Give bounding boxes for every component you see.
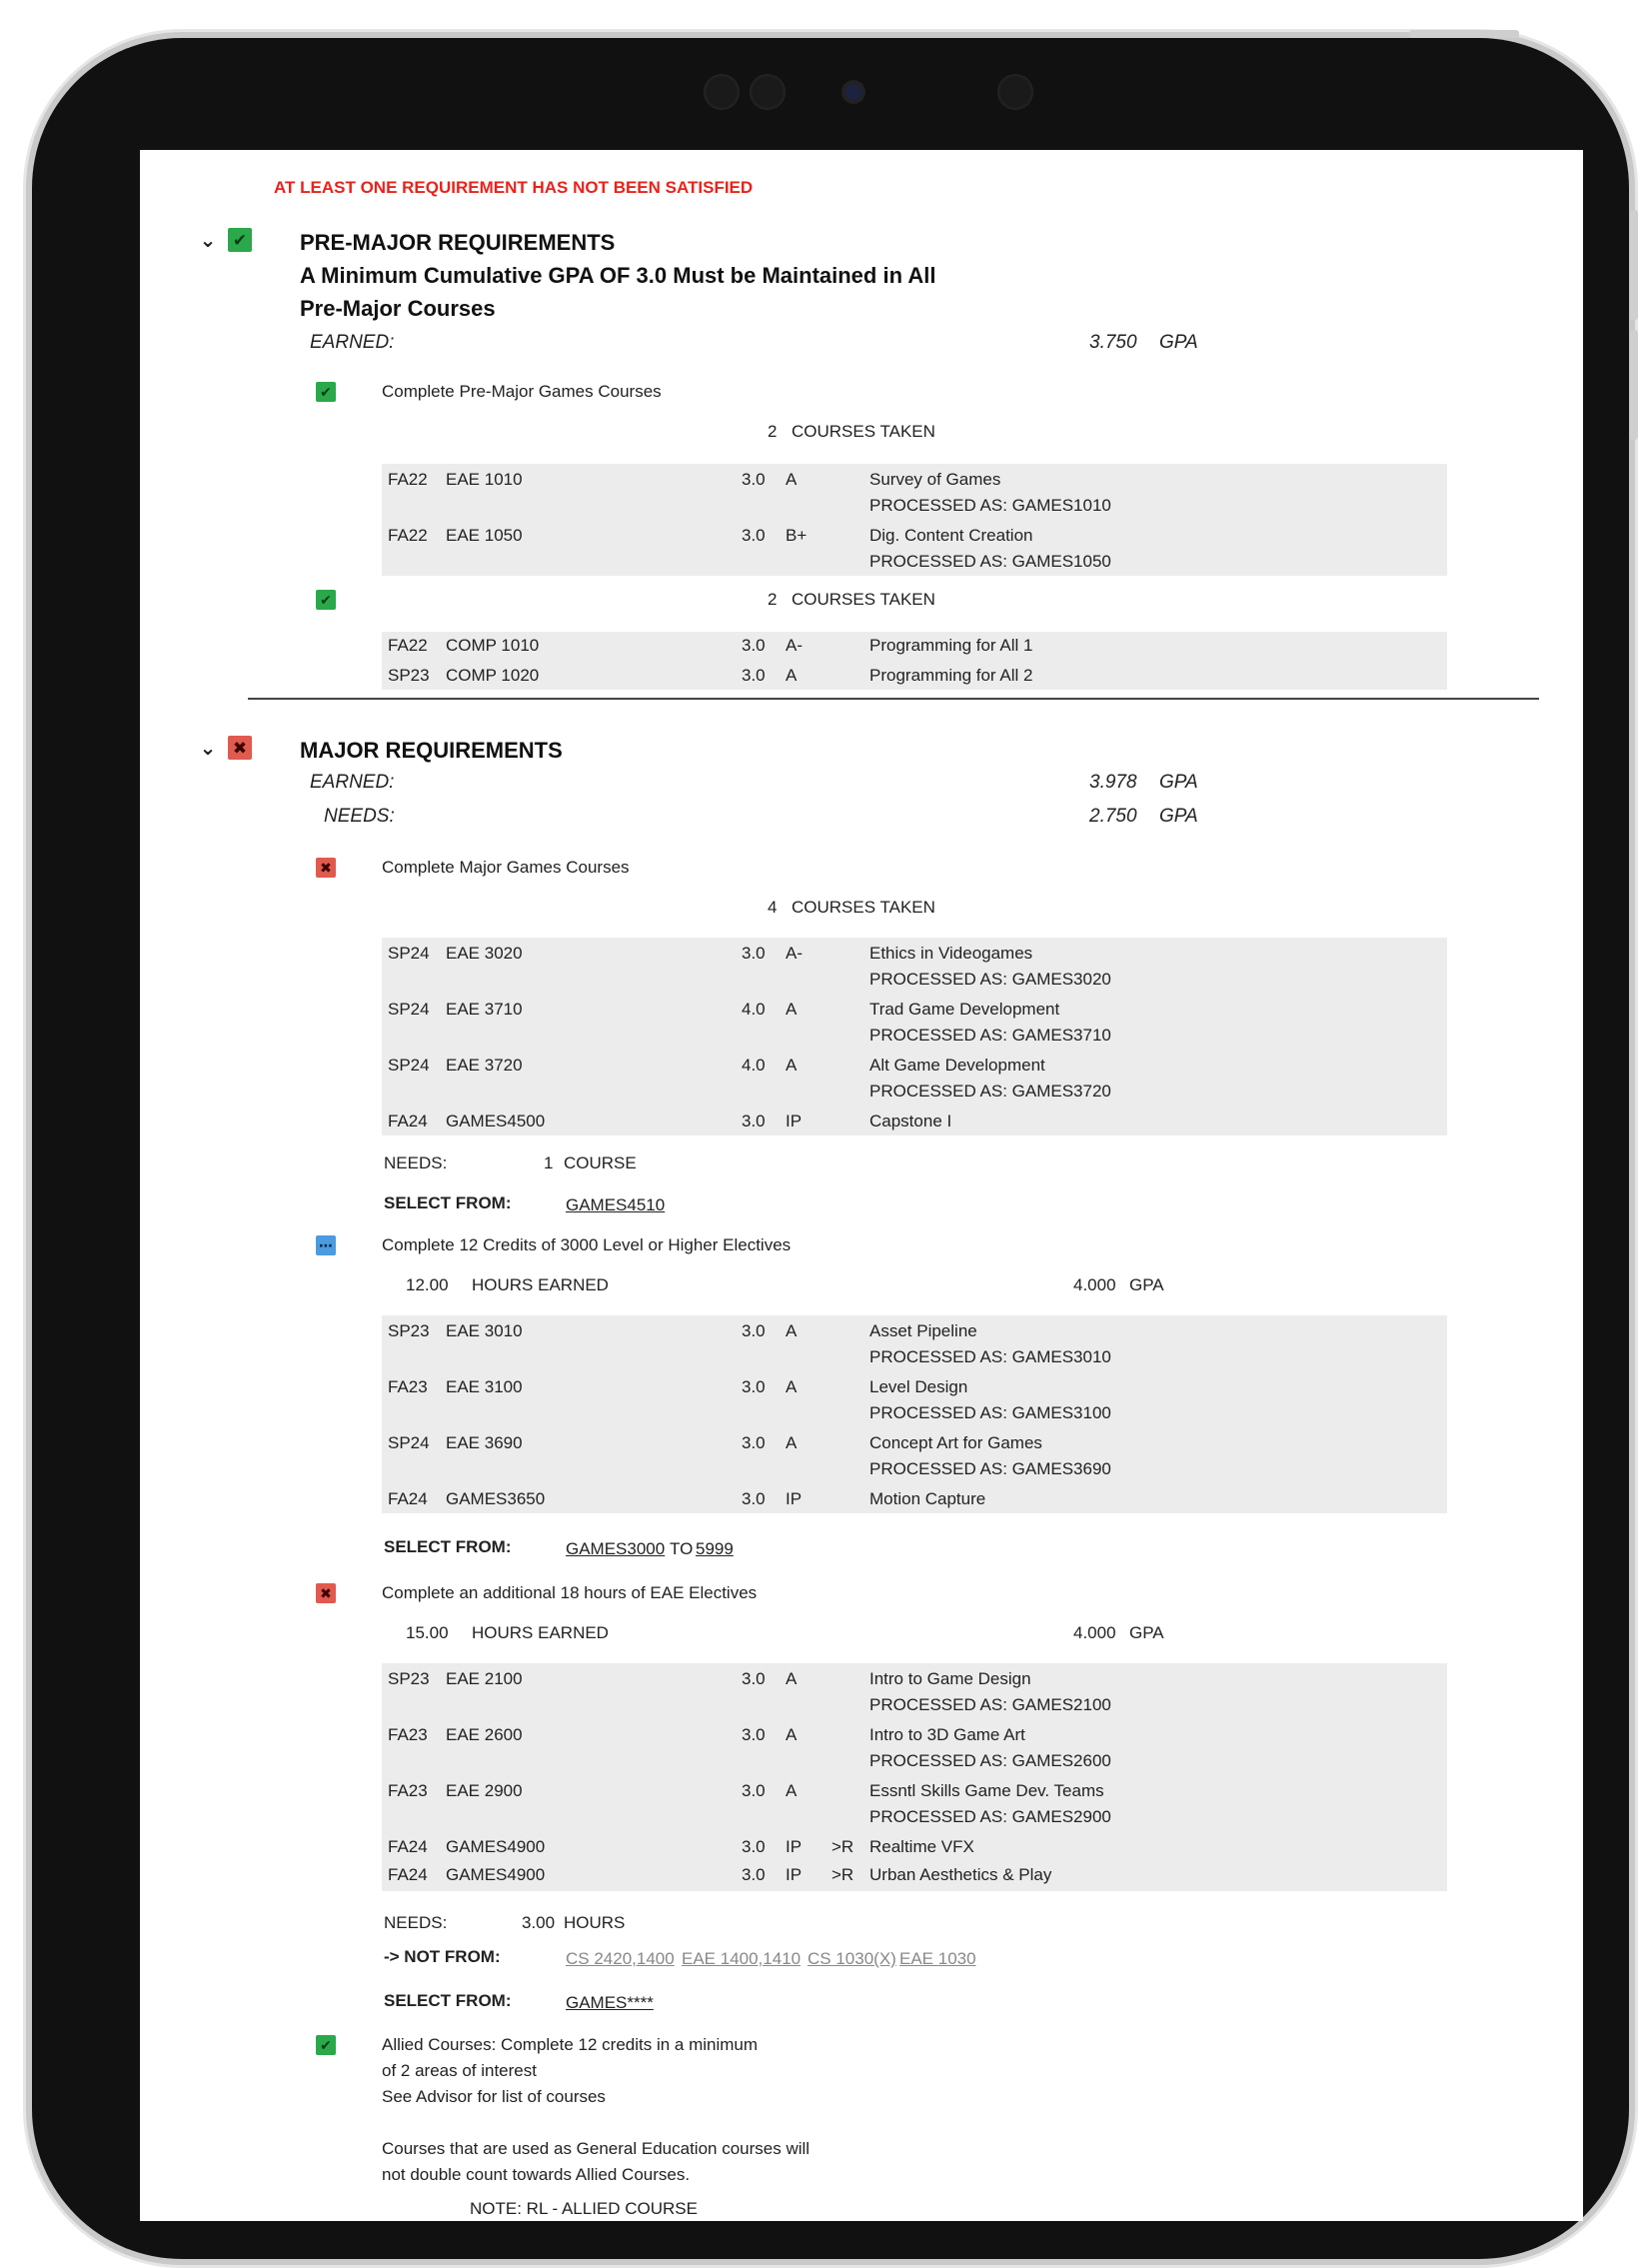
tablet-frame: [32, 38, 1629, 2259]
table-row-processed: PROCESSED AS: GAMES3020: [869, 970, 1111, 989]
allied-note-2: not double count towards Allied Courses.: [382, 2165, 691, 2184]
sensor-icon: [704, 74, 740, 110]
requirement-title: Complete 12 Credits of 3000 Level or Higher Electives: [382, 1235, 792, 1254]
course-table: [382, 464, 1447, 576]
table-row[interactable]: FA22 COMP 1010 3.0 A- Programming for All 1: [388, 636, 1033, 655]
table-row[interactable]: FA24 GAMES3650 3.0 IP Motion Capture: [388, 1489, 986, 1508]
needs-count: 1: [544, 1153, 554, 1172]
major-title: MAJOR REQUIREMENTS: [300, 738, 563, 763]
table-row-processed: PROCESSED AS: GAMES1010: [869, 496, 1111, 515]
table-row-processed: PROCESSED AS: GAMES1050: [869, 552, 1111, 571]
courses-taken-label: COURSES TAKEN: [792, 590, 935, 609]
sensor-icon: [750, 74, 786, 110]
table-row[interactable]: SP24 EAE 3710 4.0 A Trad Game Development: [388, 1000, 1060, 1019]
table-row[interactable]: SP23 EAE 2100 3.0 A Intro to Game Design: [388, 1669, 1031, 1688]
range-to-label: TO: [670, 1539, 694, 1558]
needs-unit: COURSE: [564, 1153, 637, 1172]
table-row[interactable]: SP24 EAE 3720 4.0 A Alt Game Development: [388, 1056, 1045, 1075]
course-table: [382, 938, 1447, 1135]
table-row[interactable]: FA24 GAMES4900 3.0 IP >R Urban Aesthetics & Play: [388, 1865, 1052, 1884]
table-row-processed: PROCESSED AS: GAMES3710: [869, 1026, 1111, 1045]
collapse-chevron-icon[interactable]: ⌄: [199, 738, 217, 760]
not-from-label: -> NOT FROM:: [384, 1947, 501, 1966]
gpa-unit: GPA: [1159, 772, 1198, 793]
table-row[interactable]: FA24 GAMES4900 3.0 IP >R Realtime VFX: [388, 1837, 974, 1856]
table-row-processed: PROCESSED AS: GAMES3010: [869, 1347, 1111, 1366]
allied-note-1: Courses that are used as General Education courses will: [382, 2139, 811, 2158]
table-row-processed: PROCESSED AS: GAMES3720: [869, 1082, 1111, 1101]
hours-earned-label: HOURS EARNED: [472, 1623, 609, 1642]
volume-button: [1630, 210, 1638, 320]
needs-label: NEEDS:: [384, 1913, 448, 1932]
hours-earned-label: HOURS EARNED: [472, 1275, 609, 1294]
allied-line-2: of 2 areas of interest: [382, 2061, 537, 2080]
hours-earned-value: 15.00: [406, 1623, 449, 1642]
course-link[interactable]: GAMES****: [566, 1993, 654, 2012]
x-incomplete-icon: ✖: [228, 736, 252, 760]
premajor-title-line1: PRE-MAJOR REQUIREMENTS: [300, 230, 616, 255]
earned-label: EARNED:: [310, 772, 395, 793]
table-row[interactable]: SP24 EAE 3020 3.0 A- Ethics in Videogames: [388, 944, 1033, 963]
select-from-label: SELECT FROM:: [384, 1537, 512, 1556]
gpa-unit: GPA: [1159, 332, 1198, 353]
collapse-chevron-icon[interactable]: ⌄: [199, 230, 217, 252]
gpa-unit: GPA: [1159, 806, 1198, 827]
course-table: [382, 632, 1447, 690]
volume-button: [1630, 330, 1638, 440]
needs-label: NEEDS:: [384, 1153, 448, 1172]
gpa-value: 4.000: [1073, 1275, 1116, 1294]
allied-note-footer: NOTE: RL - ALLIED COURSE: [470, 2199, 698, 2218]
in-progress-icon: ⋯: [316, 1235, 336, 1255]
table-row-processed: PROCESSED AS: GAMES3690: [869, 1459, 1111, 1478]
needs-hours-value: 3.00: [522, 1913, 556, 1932]
check-complete-icon: ✔: [316, 382, 336, 402]
courses-taken-label: COURSES TAKEN: [792, 422, 935, 441]
x-incomplete-icon: ✖: [316, 1583, 336, 1603]
gpa-unit: GPA: [1129, 1275, 1164, 1294]
course-link[interactable]: 5999: [696, 1539, 734, 1558]
allied-line-3: See Advisor for list of courses: [382, 2087, 606, 2106]
x-incomplete-icon: ✖: [316, 858, 336, 878]
table-row-processed: PROCESSED AS: GAMES2100: [869, 1695, 1111, 1714]
check-complete-icon: ✔: [228, 228, 252, 252]
check-complete-icon: ✔: [316, 2035, 336, 2055]
course-link[interactable]: GAMES3000: [566, 1539, 666, 1558]
courses-taken-count: 2: [768, 590, 778, 609]
excluded-course-link[interactable]: EAE 1400,1410: [682, 1949, 802, 1968]
table-row[interactable]: FA23 EAE 3100 3.0 A Level Design: [388, 1377, 968, 1396]
check-complete-icon: ✔: [316, 590, 336, 610]
select-from-label: SELECT FROM:: [384, 1193, 512, 1212]
table-row[interactable]: FA22 EAE 1010 3.0 A Survey of Games: [388, 470, 1001, 489]
allied-line-1: Allied Courses: Complete 12 credits in a minimum: [382, 2035, 759, 2054]
gpa-unit: GPA: [1129, 1623, 1164, 1642]
premajor-title-line3: Pre-Major Courses: [300, 296, 496, 321]
table-row[interactable]: SP24 EAE 3690 3.0 A Concept Art for Games: [388, 1433, 1042, 1452]
requirement-title: Complete Major Games Courses: [382, 858, 630, 877]
excluded-course-link[interactable]: CS 1030(X): [808, 1949, 896, 1968]
section-divider: [248, 698, 1539, 700]
requirement-title: Complete an additional 18 hours of EAE Electives: [382, 1583, 758, 1602]
courses-taken-count: 4: [768, 898, 778, 917]
earned-gpa-value: 3.978: [1089, 772, 1137, 793]
course-table: [382, 1663, 1447, 1891]
earned-label: EARNED:: [310, 332, 395, 353]
excluded-course-link[interactable]: EAE 1030: [899, 1949, 976, 1968]
table-row-processed: PROCESSED AS: GAMES2900: [869, 1807, 1111, 1826]
table-row[interactable]: FA23 EAE 2600 3.0 A Intro to 3D Game Art: [388, 1725, 1025, 1744]
table-row-processed: PROCESSED AS: GAMES2600: [869, 1751, 1111, 1770]
table-row[interactable]: FA22 EAE 1050 3.0 B+ Dig. Content Creation: [388, 526, 1033, 545]
needs-unit: HOURS: [564, 1913, 626, 1932]
hours-earned-value: 12.00: [406, 1275, 449, 1294]
camera-bar: [704, 74, 1033, 110]
courses-taken-count: 2: [768, 422, 778, 441]
courses-taken-label: COURSES TAKEN: [792, 898, 935, 917]
excluded-course-link[interactable]: CS 2420,1400: [566, 1949, 675, 1968]
needs-label: NEEDS:: [324, 806, 395, 827]
requirement-title: Complete Pre-Major Games Courses: [382, 382, 662, 401]
table-row[interactable]: SP23 COMP 1020 3.0 A Programming for All 2: [388, 666, 1033, 685]
table-row[interactable]: FA24 GAMES4500 3.0 IP Capstone I: [388, 1112, 952, 1131]
premajor-title-line2: A Minimum Cumulative GPA OF 3.0 Must be Maintained in All: [300, 263, 936, 288]
needs-gpa-value: 2.750: [1089, 806, 1137, 827]
course-table: [382, 1315, 1447, 1513]
camera-icon: [845, 84, 861, 100]
course-link[interactable]: GAMES4510: [566, 1195, 666, 1214]
table-row[interactable]: SP23 EAE 3010 3.0 A Asset Pipeline: [388, 1321, 977, 1340]
degree-audit-screen: [140, 150, 1583, 2221]
power-button: [1409, 30, 1519, 38]
sensor-icon: [997, 74, 1033, 110]
requirement-warning: AT LEAST ONE REQUIREMENT HAS NOT BEEN SATISFIED: [274, 178, 754, 197]
earned-gpa-value: 3.750: [1089, 332, 1137, 353]
gpa-value: 4.000: [1073, 1623, 1116, 1642]
table-row-processed: PROCESSED AS: GAMES3100: [869, 1403, 1111, 1422]
table-row[interactable]: FA23 EAE 2900 3.0 A Essntl Skills Game Dev. Teams: [388, 1781, 1104, 1800]
select-from-label: SELECT FROM:: [384, 1991, 512, 2010]
